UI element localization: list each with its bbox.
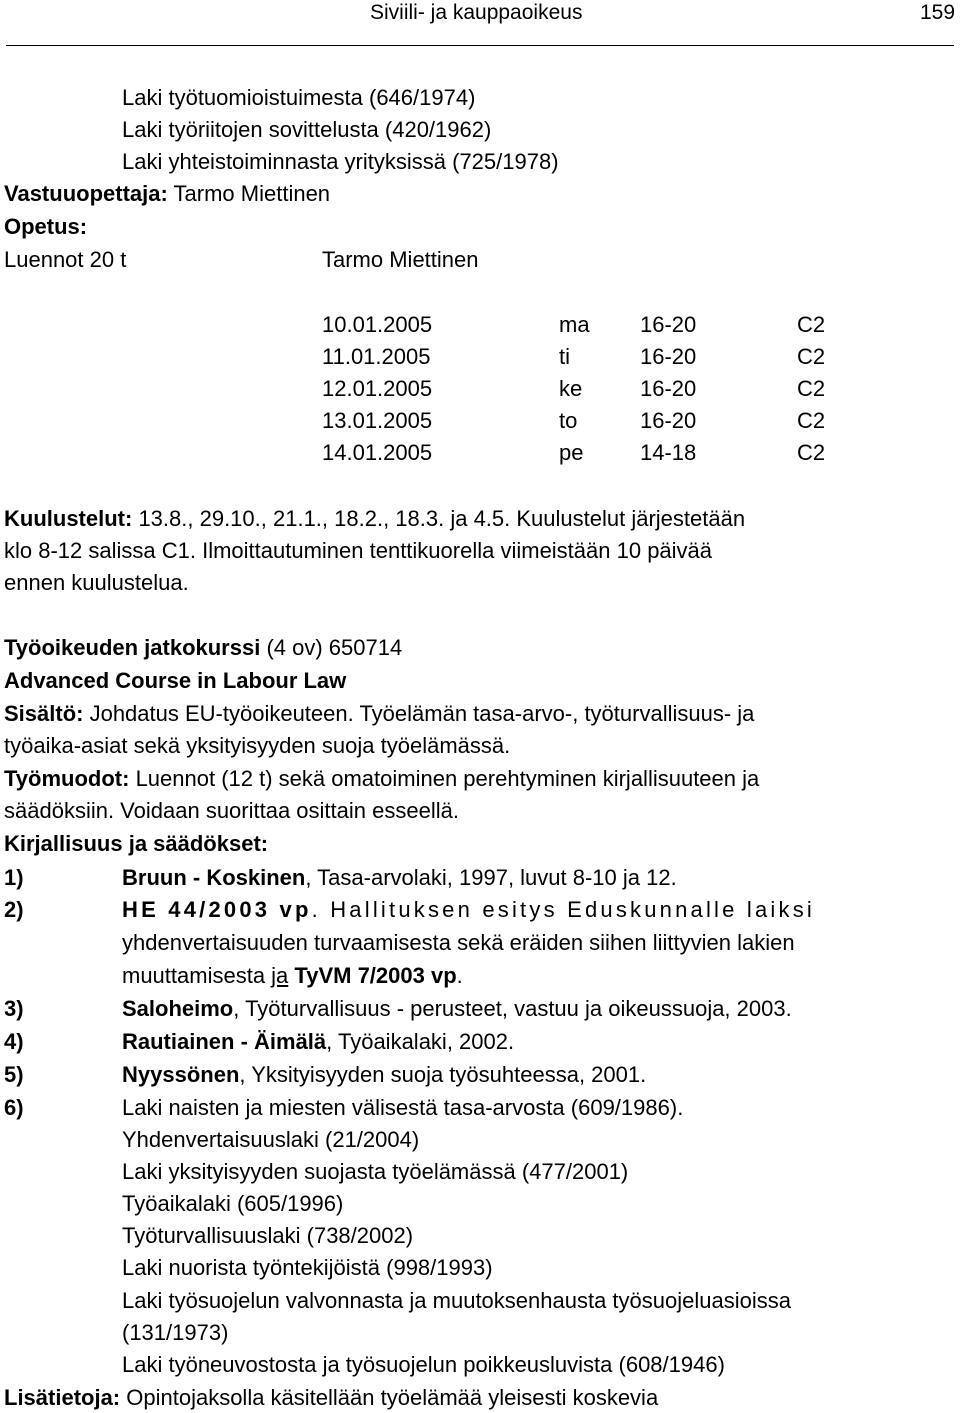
course-english-title: Advanced Course in Labour Law [4, 668, 347, 693]
law-item: Laki yhteistoiminnasta yrityksissä (725/1978) [122, 149, 559, 174]
law-item: Laki työsuojelun valvonnasta ja muutoksenhausta työsuojeluasioissa [122, 1288, 791, 1313]
lectures-label: Luennot 20 t [4, 247, 127, 272]
item-text: , Yksityisyyden suoja työsuhteessa, 2001. [239, 1062, 647, 1087]
literature-item [0, 1061, 960, 1089]
page-number: 159 [920, 1, 956, 24]
literature-item [0, 896, 960, 924]
item-text-line [122, 962, 463, 990]
item-text: . Hallituksen esitys Eduskunnalle laiksi [311, 897, 815, 922]
law-item: Laki yksityisyyden suojasta työelämässä (477/2001) [122, 1159, 629, 1184]
exams-label: Kuulustelut: [4, 506, 133, 531]
schedule-date: 11.01.2005 [322, 344, 431, 369]
schedule-time: 16-20 [640, 376, 697, 401]
schedule-date: 12.01.2005 [322, 376, 433, 401]
content-line [4, 700, 754, 728]
schedule-time: 16-20 [640, 344, 697, 369]
schedule-row [0, 343, 960, 371]
exams-text: ennen kuulustelua. [4, 570, 189, 595]
schedule-date: 13.01.2005 [322, 408, 433, 433]
schedule-day: to [559, 408, 578, 433]
schedule-time: 16-20 [640, 312, 697, 337]
item-number: 2) [4, 897, 24, 922]
schedule-day: ke [559, 376, 583, 401]
responsible-teacher-line [4, 180, 330, 208]
law-item: Työaikalaki (605/1996) [122, 1191, 344, 1216]
law-item: Laki työneuvostosta ja työsuojelun poikkeusluvista (608/1946) [122, 1352, 725, 1377]
literature-item [0, 1028, 960, 1056]
schedule-day: ti [559, 344, 570, 369]
literature-item [0, 864, 960, 892]
item-author: Rautiainen - Äimälä [122, 1029, 327, 1054]
work-methods-label: Työmuodot: [4, 766, 130, 791]
content-text: työaika-asiat sekä yksityisyyden suoja työelämässä. [4, 733, 511, 758]
course-code: (4 ov) 650714 [260, 635, 403, 660]
course-name: Työoikeuden jatkokurssi [4, 635, 261, 660]
item-author: TyVM 7/2003 vp [288, 963, 457, 988]
schedule-room: C2 [797, 376, 826, 401]
item-number: 4) [4, 1029, 24, 1054]
schedule-room: C2 [797, 440, 826, 465]
item-number: 6) [4, 1095, 24, 1120]
additional-info-label: Lisätietoja: [4, 1385, 121, 1410]
schedule-room: C2 [797, 312, 826, 337]
item-text: Laki naisten ja miesten välisestä tasa-arvosta (609/1986). [122, 1095, 684, 1120]
item-text: , Tasa-arvolaki, 1997, luvut 8-10 ja 12. [305, 865, 677, 890]
item-number: 5) [4, 1062, 24, 1087]
schedule-date: 14.01.2005 [322, 440, 433, 465]
law-item: Laki nuorista työntekijöistä (998/1993) [122, 1255, 493, 1280]
content-text: Johdatus EU-työoikeuteen. Työelämän tasa-arvo-, työturvallisuus- ja [83, 701, 755, 726]
schedule-row [0, 407, 960, 435]
item-author: Saloheimo [122, 996, 234, 1021]
item-author: Nyyssönen [122, 1062, 240, 1087]
work-methods-line [4, 765, 759, 793]
law-item: Laki työtuomioistuimesta (646/1974) [122, 85, 476, 110]
content-label: Sisältö: [4, 701, 84, 726]
responsible-teacher-label: Vastuuopettaja: [4, 181, 168, 206]
schedule-row [0, 311, 960, 339]
law-item: (131/1973) [122, 1320, 229, 1345]
exams-dates: 13.8., 29.10., 21.1., 18.2., 18.3. ja 4.5. Kuulustelut järjestetään [132, 506, 746, 531]
schedule-row [0, 375, 960, 403]
literature-item [0, 1094, 960, 1122]
law-item: Työturvallisuuslaki (738/2002) [122, 1223, 414, 1248]
item-number: 3) [4, 996, 24, 1021]
item-text: , Työaikalaki, 2002. [326, 1029, 515, 1054]
item-number: 1) [4, 865, 24, 890]
schedule-room: C2 [797, 344, 826, 369]
schedule-room: C2 [797, 408, 826, 433]
schedule-time: 16-20 [640, 408, 697, 433]
page-header [0, 0, 960, 30]
header-rule [6, 45, 954, 46]
law-item: Yhdenvertaisuuslaki (21/2004) [122, 1127, 420, 1152]
item-link-text: ja [271, 963, 289, 988]
schedule-date: 10.01.2005 [322, 312, 433, 337]
responsible-teacher-name: Tarmo Miettinen [173, 181, 331, 206]
literature-heading: Kirjallisuus ja säädökset: [4, 831, 269, 856]
course-title [4, 634, 402, 662]
law-item: Laki työriitojen sovittelusta (420/1962) [122, 117, 492, 142]
work-methods-text: säädöksiin. Voidaan suorittaa osittain esseellä. [4, 798, 459, 823]
header-title: Siviili- ja kauppaoikeus [370, 1, 583, 24]
exams-text: klo 8-12 salissa C1. Ilmoittautuminen tenttikuorella viimeistään 10 päivää [4, 538, 713, 563]
item-text: . [456, 963, 463, 988]
work-methods-text: Luennot (12 t) sekä omatoiminen perehtyminen kirjallisuuteen ja [129, 766, 760, 791]
exams-line [4, 505, 745, 533]
additional-info-line [4, 1384, 658, 1412]
lectures-teacher: Tarmo Miettinen [322, 247, 479, 272]
teaching-label: Opetus: [4, 214, 88, 239]
schedule-time: 14-18 [640, 440, 697, 465]
schedule-row [0, 439, 960, 467]
additional-info-text: Opintojaksolla käsitellään työelämää yleisesti koskevia [120, 1385, 659, 1410]
literature-item [0, 995, 960, 1023]
item-author: Bruun - Koskinen [122, 865, 306, 890]
item-text: yhdenvertaisuuden turvaamisesta sekä eräiden siihen liittyvien lakien [122, 930, 795, 955]
item-text: , Työturvallisuus - perusteet, vastuu ja oikeussuoja, 2003. [233, 996, 792, 1021]
schedule-day: ma [559, 312, 590, 337]
schedule-day: pe [559, 440, 584, 465]
item-author: HE 44/2003 vp [122, 897, 312, 922]
item-text: muuttamisesta [122, 963, 272, 988]
